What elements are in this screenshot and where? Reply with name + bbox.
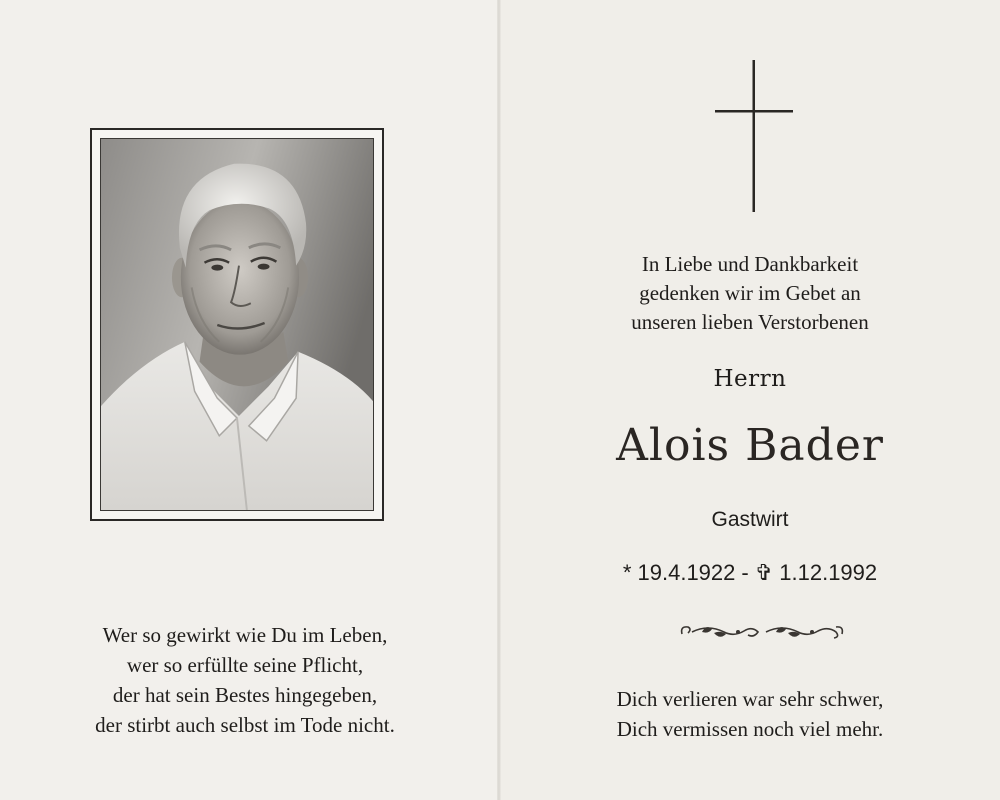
verse-line: Wer so gewirkt wie Du im Leben,: [102, 623, 388, 647]
verse-line: wer so erfüllte seine Pflicht,: [126, 653, 364, 677]
intro-line: gedenken wir im Gebet an: [639, 281, 861, 305]
intro-line: unseren lieben Verstorbenen: [631, 310, 869, 334]
portrait-photo: [100, 138, 374, 511]
cross-icon: [715, 60, 793, 212]
portrait-frame: [90, 128, 384, 521]
honorific: Herrn: [713, 366, 787, 392]
card-fold: [497, 0, 501, 800]
verse-line: Dich verlieren war sehr schwer,: [616, 687, 884, 711]
birth-date: * 19.4.1922: [622, 560, 736, 585]
occupation: Gastwirt: [711, 508, 789, 531]
portrait-image: [101, 139, 373, 510]
verse-line: der stirbt auch selbst im Tode nicht.: [95, 713, 395, 737]
left-verse: [20, 620, 470, 740]
floral-divider-icon: [678, 620, 846, 644]
death-date: ✞ 1.12.1992: [754, 560, 878, 585]
deceased-name: Alois Bader: [616, 420, 884, 471]
intro-line: In Liebe und Dankbarkeit: [641, 252, 859, 276]
verse-line: Dich vermissen noch viel mehr.: [616, 717, 884, 741]
life-dates: [560, 560, 940, 586]
verse-line: der hat sein Bestes hingegeben,: [112, 683, 378, 707]
right-verse: [560, 684, 940, 744]
date-separator: -: [741, 560, 749, 585]
intro-text: [560, 250, 940, 337]
